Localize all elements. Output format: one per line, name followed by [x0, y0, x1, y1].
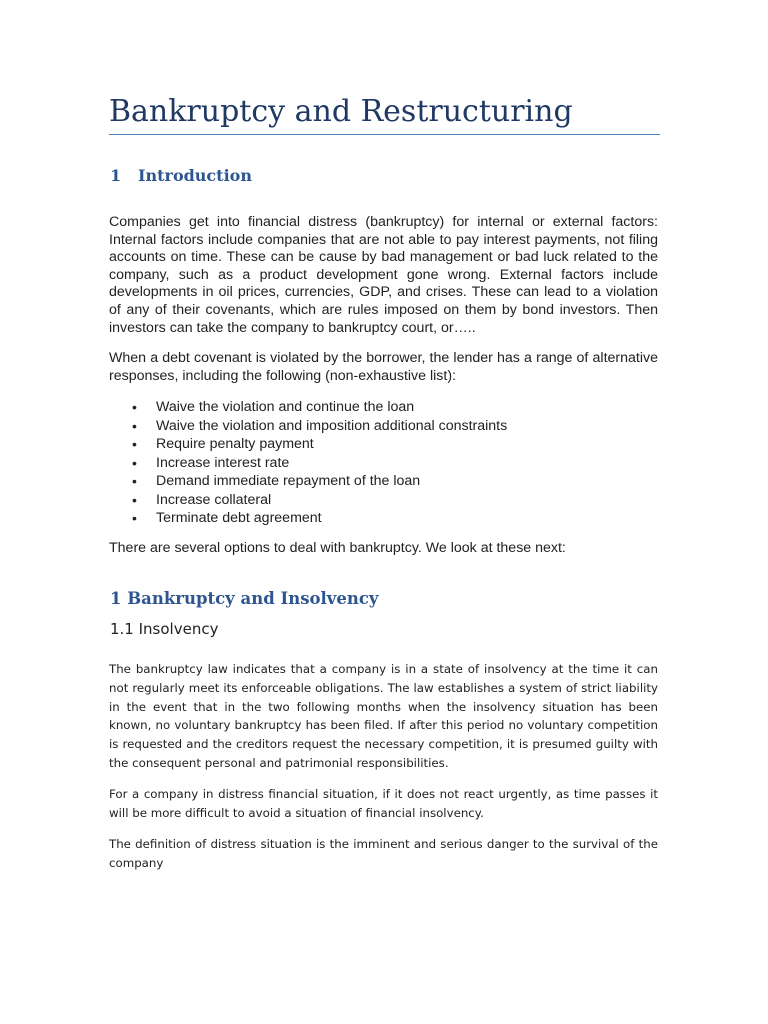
list-item: • Require penalty payment — [109, 435, 658, 454]
insolvency-paragraph-1: The bankruptcy law indicates that a company is in a state of insolvency at the time it can not regularly meet its enforceable obligations. The law establishes a system of strict liability in the event that in the two following months when the insolvency situation has been known, no voluntary bankruptcy has been filed. If after this period no voluntary competition is requested and the creditors request the necessary competition, it is presumed guilty with the consequent personal and patrimonial responsibilities. — [109, 662, 658, 770]
list-item: • Waive the violation and continue the loan — [109, 398, 658, 417]
document-title: Bankruptcy and Restructuring — [109, 94, 573, 129]
list-item: • Demand immediate repayment of the loan — [109, 472, 658, 491]
list-item: • Increase collateral — [109, 491, 658, 510]
insolvency-paragraph-2: For a company in distress financial situation, if it does not react urgently, as time passes it will be more difficult to avoid a situation of financial insolvency. — [109, 787, 658, 820]
lender-responses-list — [109, 398, 658, 528]
introduction-heading — [110, 165, 252, 187]
introduction-heading-number: 1 — [110, 166, 122, 185]
introduction-heading-text: Introduction — [138, 166, 252, 185]
bankruptcy-insolvency-heading: 1 Bankruptcy and Insolvency — [110, 589, 379, 608]
intro-paragraph-3: There are several options to deal with bankruptcy. We look at these next: — [109, 540, 566, 556]
list-item: • Waive the violation and imposition additional constraints — [109, 417, 658, 436]
title-underline — [109, 134, 660, 135]
list-item: • Increase interest rate — [109, 454, 658, 473]
intro-paragraph-2: When a debt covenant is violated by the borrower, the lender has a range of alternative responses, including the following (non-exhaustive list): — [109, 350, 658, 384]
insolvency-subheading: 1.1 Insolvency — [110, 620, 219, 638]
list-item: • Terminate debt agreement — [109, 509, 658, 528]
insolvency-paragraph-3: The definition of distress situation is the imminent and serious danger to the survival of the company — [109, 837, 658, 870]
intro-paragraph-1: Companies get into financial distress (bankruptcy) for internal or external factors: Internal factors include companies that are not able to pay interest payments, not filing accounts on time. These can be cause by bad management or bad luck related to the company, such as a product development gone wrong. External factors include developments in oil prices, currencies, GDP, and crises. These can lead to a violation of any of their covenants, which are rules imposed on them by bond investors. Then investors can take the company to bankruptcy court, or….. — [109, 214, 658, 336]
